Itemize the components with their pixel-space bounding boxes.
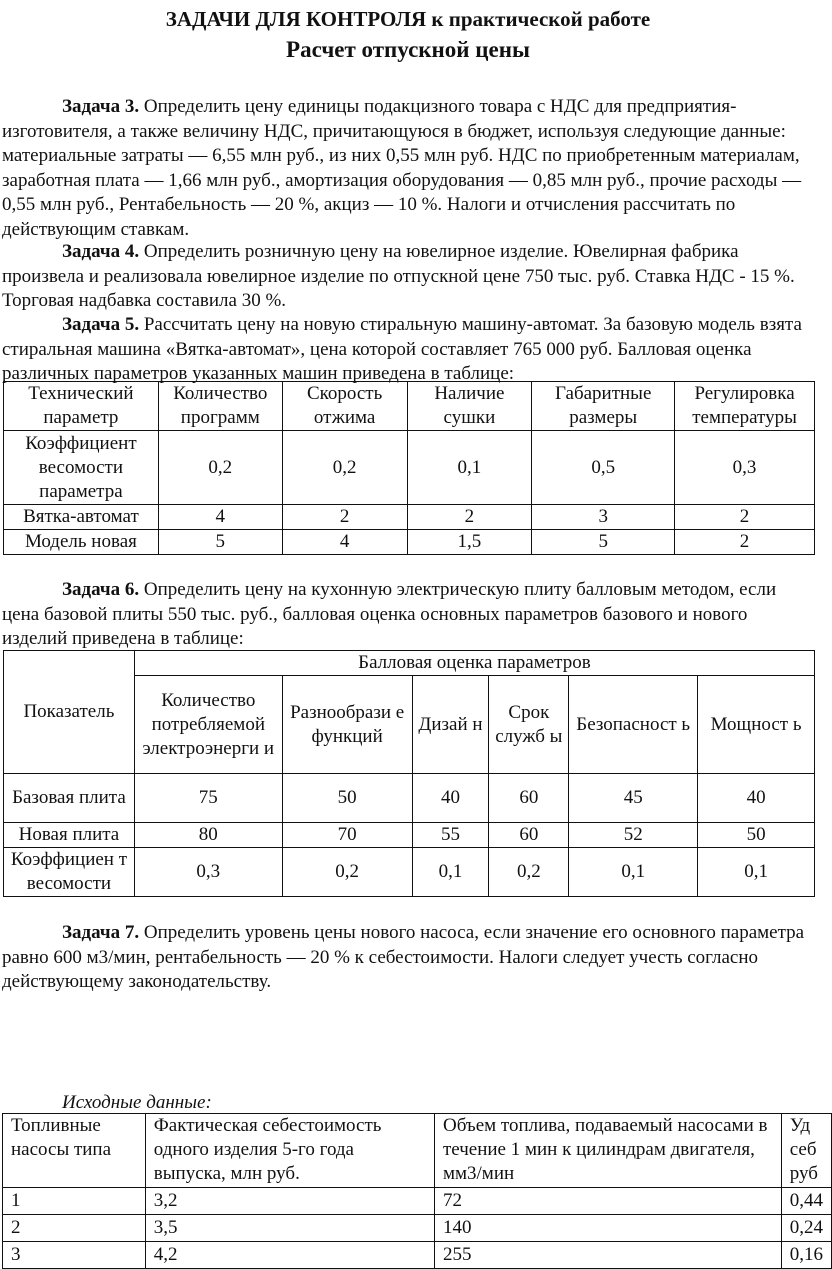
table-group-header: Балловая оценка параметров [134,651,814,676]
table-cell: 2 [282,505,407,530]
table-cell: 60 [489,823,569,848]
task-4-text: Определить розничную цену на ювелирное изделие. Ювелирная фабрика произвела и реализовала ювелирное изделие по отпускной цене 750 тыс. руб. Ставка НДС - 15 %. Торговая надбавка составила 30 %. [2,241,795,311]
table-header-cell: Безопасност ь [569,676,698,774]
task-6-paragraph [2,578,814,652]
source-data-label: Исходные данные: [62,1092,212,1113]
table-cell: 40 [412,774,489,823]
table-cell: 4 [282,530,407,555]
table-cell: 0,1 [412,848,489,897]
document-title: ЗАДАЧИ ДЛЯ КОНТРОЛЯ к практической работе [165,7,651,31]
source-data-table [2,1113,832,1269]
table-cell: 72 [434,1188,781,1215]
table-cell: 2 [675,530,815,555]
table-cell: 60 [489,774,569,823]
table-cell: Коэффициент весомости параметра [4,431,159,505]
table-cell: 50 [282,774,412,823]
table-cell: 1 [3,1188,146,1215]
table-cell: 140 [434,1215,781,1242]
table-cell: 0,1 [698,848,815,897]
table-row [3,1188,832,1215]
table-header-cell: Количество программ [158,382,282,431]
task-6-text: Определить цену на кухонную электрическую плиту балловым методом, если цена базовой плиты 550 тыс. руб., балловая оценка основных параметров базового и нового изделий приведена в таблице: [2,579,777,649]
table-cell: 52 [569,823,698,848]
table-header-cell: Регулировка температуры [675,382,815,431]
table-cell: 0,5 [532,431,675,505]
table-header-cell: Показатель [4,651,135,774]
table-header-cell: Топливные насосы типа [3,1114,146,1188]
table-cell: 3 [3,1242,146,1269]
table-cell: 70 [282,823,412,848]
task-5-label: Задача 5. [62,314,140,335]
table-header-cell: Скорость отжима [282,382,407,431]
table-header-cell: Фактическая себестоимость одного изделия 5-го года выпуска, млн руб. [145,1114,434,1188]
table-row [4,651,815,676]
table-row [3,1215,832,1242]
task-5-table [3,381,815,555]
table-row [4,431,815,505]
task-3-text: Определить цену единицы подакцизного товара с НДС для предприятия-изготовителя, а также величину НДС, причитающуюся в бюджет, используя следующие данные: материальные затраты — 6,55 млн руб., из них 0,55 млн руб. НДС по приобретенным материалам, заработная плата — 1,66 млн руб., амортизация оборудования — 0,85 млн руб., прочие расходы — 0,55 млн руб., Рентабельность — 20 %, акциз — 10 %. Налоги и отчисления рассчитать по действующим ставкам. [2,96,802,240]
table-cell: 0,2 [489,848,569,897]
task-7-label: Задача 7. [62,922,140,943]
task-5-paragraph [2,313,814,387]
table-header-cell: Уд себ руб [781,1114,831,1188]
task-4-label: Задача 4. [62,241,140,262]
table-cell: 0,1 [569,848,698,897]
table-cell: 1,5 [407,530,532,555]
table-cell: 0,2 [282,431,407,505]
table-header-cell: Мощност ь [698,676,815,774]
table-header-cell: Дизай н [412,676,489,774]
table-cell: 255 [434,1242,781,1269]
table-row [3,1242,832,1269]
table-cell: 3,2 [145,1188,434,1215]
table-cell: 2 [407,505,532,530]
table-row [4,382,815,431]
task-4-paragraph [2,240,814,314]
table-header-cell: Технический параметр [4,382,159,431]
table-row [4,505,815,530]
table-cell: 5 [158,530,282,555]
table-cell: 75 [134,774,282,823]
table-cell: 0,3 [134,848,282,897]
task-3-label: Задача 3. [62,96,140,117]
table-header-cell: Габаритные размеры [532,382,675,431]
table-header-cell: Разнообрази е функций [282,676,412,774]
table-cell: 0,16 [781,1242,831,1269]
table-header-cell: Наличие сушки [407,382,532,431]
table-cell: 3 [532,505,675,530]
table-row [4,823,815,848]
task-6-label: Задача 6. [62,579,140,600]
table-header-cell: Объем топлива, подаваемый насосами в течение 1 мин к цилиндрам двигателя, мм3/мин [434,1114,781,1188]
task-6-table [3,650,815,897]
document-subtitle: Расчет отпускной цены [286,37,530,62]
table-cell: 0,3 [675,431,815,505]
table-cell: 3,5 [145,1215,434,1242]
table-row [4,848,815,897]
table-cell: 0,2 [158,431,282,505]
task-7-text: Определить уровень цены нового насоса, если значение его основного параметра равно 600 м3/мин, рентабельность — 20 % к себестоимости. Налоги следует учесть согласно действующему законодательству. [2,922,805,992]
table-cell: Вятка-автомат [4,505,159,530]
table-cell: 0,1 [407,431,532,505]
table-cell: 50 [698,823,815,848]
table-cell: 4,2 [145,1242,434,1269]
task-7-paragraph [2,921,814,995]
table-cell: 40 [698,774,815,823]
table-cell: 45 [569,774,698,823]
table-row [3,1114,832,1188]
table-header-cell: Срок служб ы [489,676,569,774]
table-cell: 2 [675,505,815,530]
table-cell: 55 [412,823,489,848]
table-cell: 0,44 [781,1188,831,1215]
table-cell: Модель новая [4,530,159,555]
table-cell: 80 [134,823,282,848]
table-cell: 0,24 [781,1215,831,1242]
table-cell: Новая плита [4,823,135,848]
table-row [4,774,815,823]
table-row [4,530,815,555]
task-3-paragraph [2,95,814,242]
table-cell: 0,2 [282,848,412,897]
task-5-text: Рассчитать цену на новую стиральную машину-автомат. За базовую модель взята стиральная машина «Вятка-автомат», цена которой составляет 765 000 руб. Балловая оценка различных параметров указанных машин приведена в таблице: [2,314,802,384]
table-cell: 4 [158,505,282,530]
table-header-cell: Количество потребляемой электроэнерги и [134,676,282,774]
table-cell: 5 [532,530,675,555]
table-cell: Базовая плита [4,774,135,823]
table-cell: 2 [3,1215,146,1242]
table-cell: Коэффициен т весомости [4,848,135,897]
